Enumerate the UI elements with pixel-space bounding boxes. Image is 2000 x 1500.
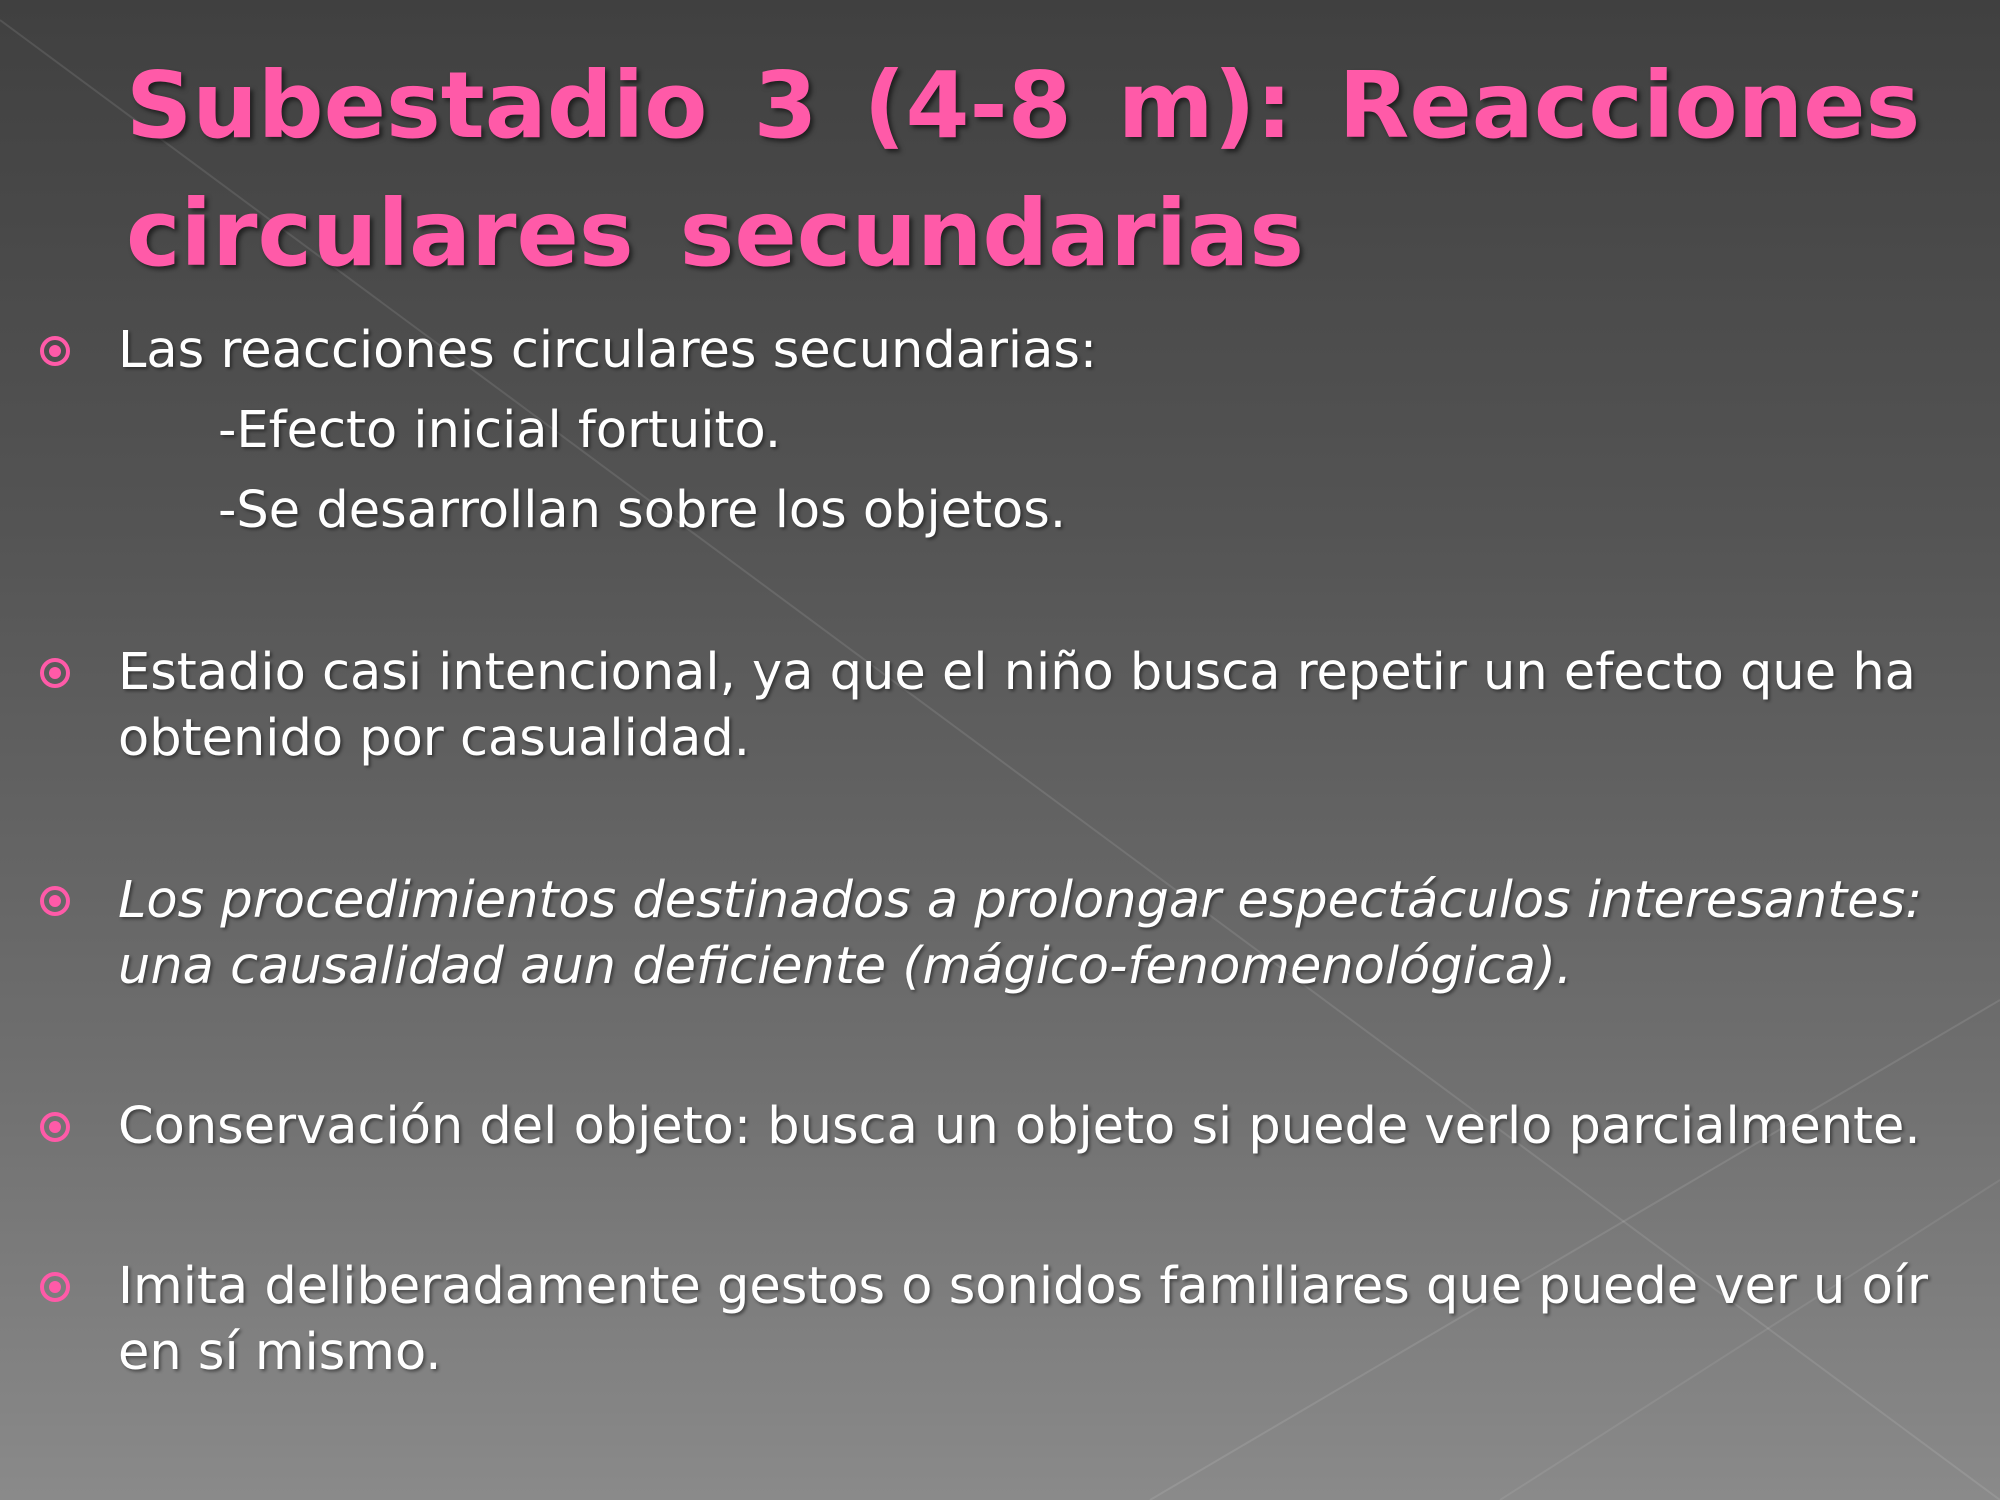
bullet-text (118, 640, 1978, 772)
bullet-line: Conservación del objeto: busca un objeto si puede verlo parcialmente. (118, 1097, 1921, 1156)
bullet-line: obtenido por casualidad. (118, 709, 750, 768)
bullet-subline: -Se desarrollan sobre los objetos. (218, 481, 1067, 540)
title-line-2: circulares secundarias (126, 180, 1305, 287)
bullet-text (118, 868, 1978, 1000)
radio-bullet-icon (38, 1110, 72, 1144)
title-line-1: Subestadio 3 (4-8 m): Reacciones (126, 52, 1921, 159)
bullet-line: Estadio casi intencional, ya que el niño busca repetir un efecto que ha (118, 643, 1916, 702)
bullet-line: Los procedimientos destinados a prolongar espectáculos interesantes: (118, 871, 1923, 930)
radio-bullet-icon (38, 656, 72, 690)
bullet-text (118, 1254, 1978, 1386)
radio-bullet-icon (38, 884, 72, 918)
radio-bullet-icon (38, 334, 72, 368)
bullet-line: en sí mismo. (118, 1323, 442, 1382)
slide-title (126, 42, 1946, 298)
bullet-line: Las reacciones circulares secundarias: (118, 321, 1098, 380)
bullet-text (118, 1094, 1978, 1160)
radio-bullet-icon (38, 1270, 72, 1304)
bullet-text (118, 318, 1978, 544)
bullet-line: una causalidad aun deficiente (mágico-fenomenológica). (118, 937, 1573, 996)
bullet-subline: -Efecto inicial fortuito. (218, 401, 782, 460)
bullet-line: Imita deliberadamente gestos o sonidos familiares que puede ver u oír (118, 1257, 1928, 1316)
